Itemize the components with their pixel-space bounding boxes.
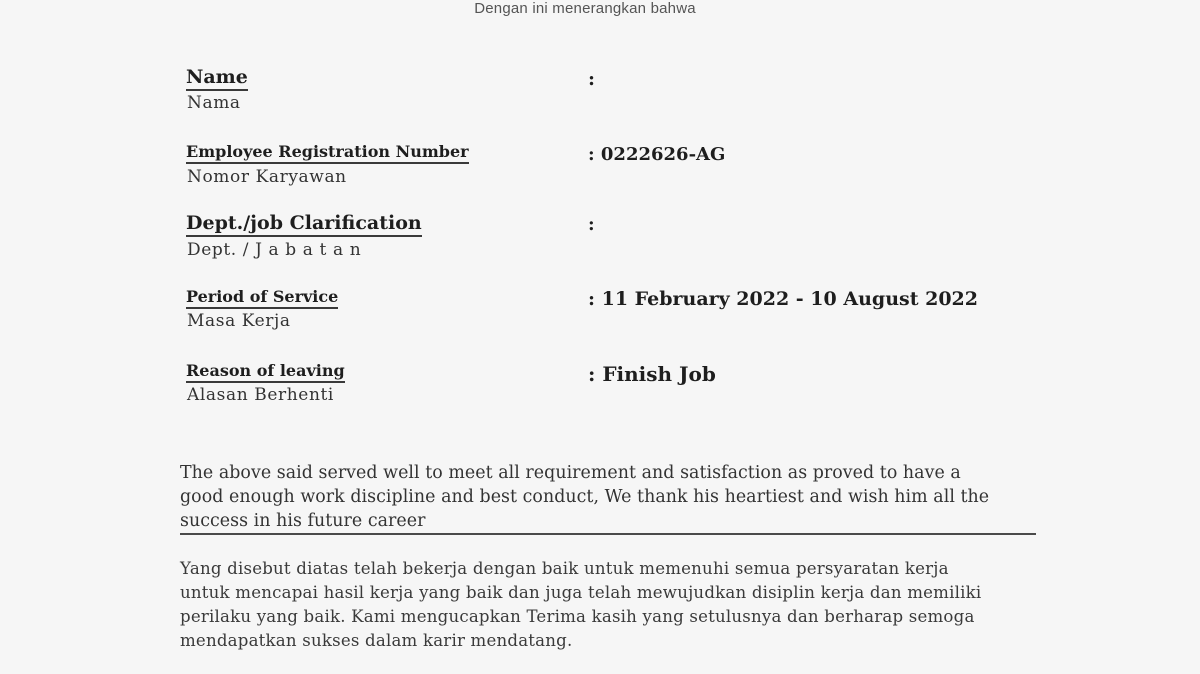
field-period-value: : 11 February 2022 - 10 August 2022 (588, 288, 978, 310)
statement-english-line: good enough work discipline and best conduct, We thank his heartiest and wish him all the (180, 487, 990, 507)
field-dept-label-id: Dept. / J a b a t a n (187, 240, 362, 260)
statement-indonesian-line: mendapatkan sukses dalam karir mendatang. (180, 631, 573, 650)
field-employee-number-value: : 0222626-AG (588, 144, 726, 165)
field-name-value: : (588, 68, 596, 90)
field-dept-value: : (588, 214, 595, 235)
field-dept-label-en: Dept./job Clarification (186, 212, 422, 237)
statement-english (180, 461, 1050, 533)
field-name-label-id: Nama (187, 93, 241, 113)
statement-indonesian (180, 557, 1050, 653)
field-employee-number-label-id: Nomor Karyawan (187, 167, 347, 187)
field-name-label-en: Name (186, 66, 248, 91)
intro-text (0, 0, 1200, 17)
field-period-label-id: Masa Kerja (187, 311, 291, 331)
field-reason-label-en: Reason of leaving (186, 361, 345, 383)
field-employee-number (186, 142, 1026, 202)
field-reason-value: : Finish Job (588, 362, 716, 386)
field-name (186, 66, 1026, 126)
field-period (186, 287, 1026, 347)
field-reason (186, 361, 1026, 421)
statement-indonesian-line: untuk mencapai hasil kerja yang baik dan juga telah mewujudkan disiplin kerja dan memiliki (180, 583, 982, 602)
statement-indonesian-line: perilaku yang baik. Kami mengucapkan Terima kasih yang setulusnya dan berharap semoga (180, 607, 975, 626)
statement-indonesian-line: Yang disebut diatas telah bekerja dengan baik untuk memenuhi semua persyaratan kerja (180, 559, 949, 578)
intro-label: Dengan ini menerangkan bahwa (474, 0, 696, 17)
statement-english-line: success in his future career (180, 511, 426, 531)
statement-english-line: The above said served well to meet all requirement and satisfaction as proved to have a (180, 463, 961, 483)
field-reason-label-id: Alasan Berhenti (187, 385, 334, 405)
field-dept (186, 212, 1026, 272)
field-employee-number-label-en: Employee Registration Number (186, 142, 469, 164)
field-period-label-en: Period of Service (186, 287, 338, 309)
section-divider (180, 533, 1036, 535)
